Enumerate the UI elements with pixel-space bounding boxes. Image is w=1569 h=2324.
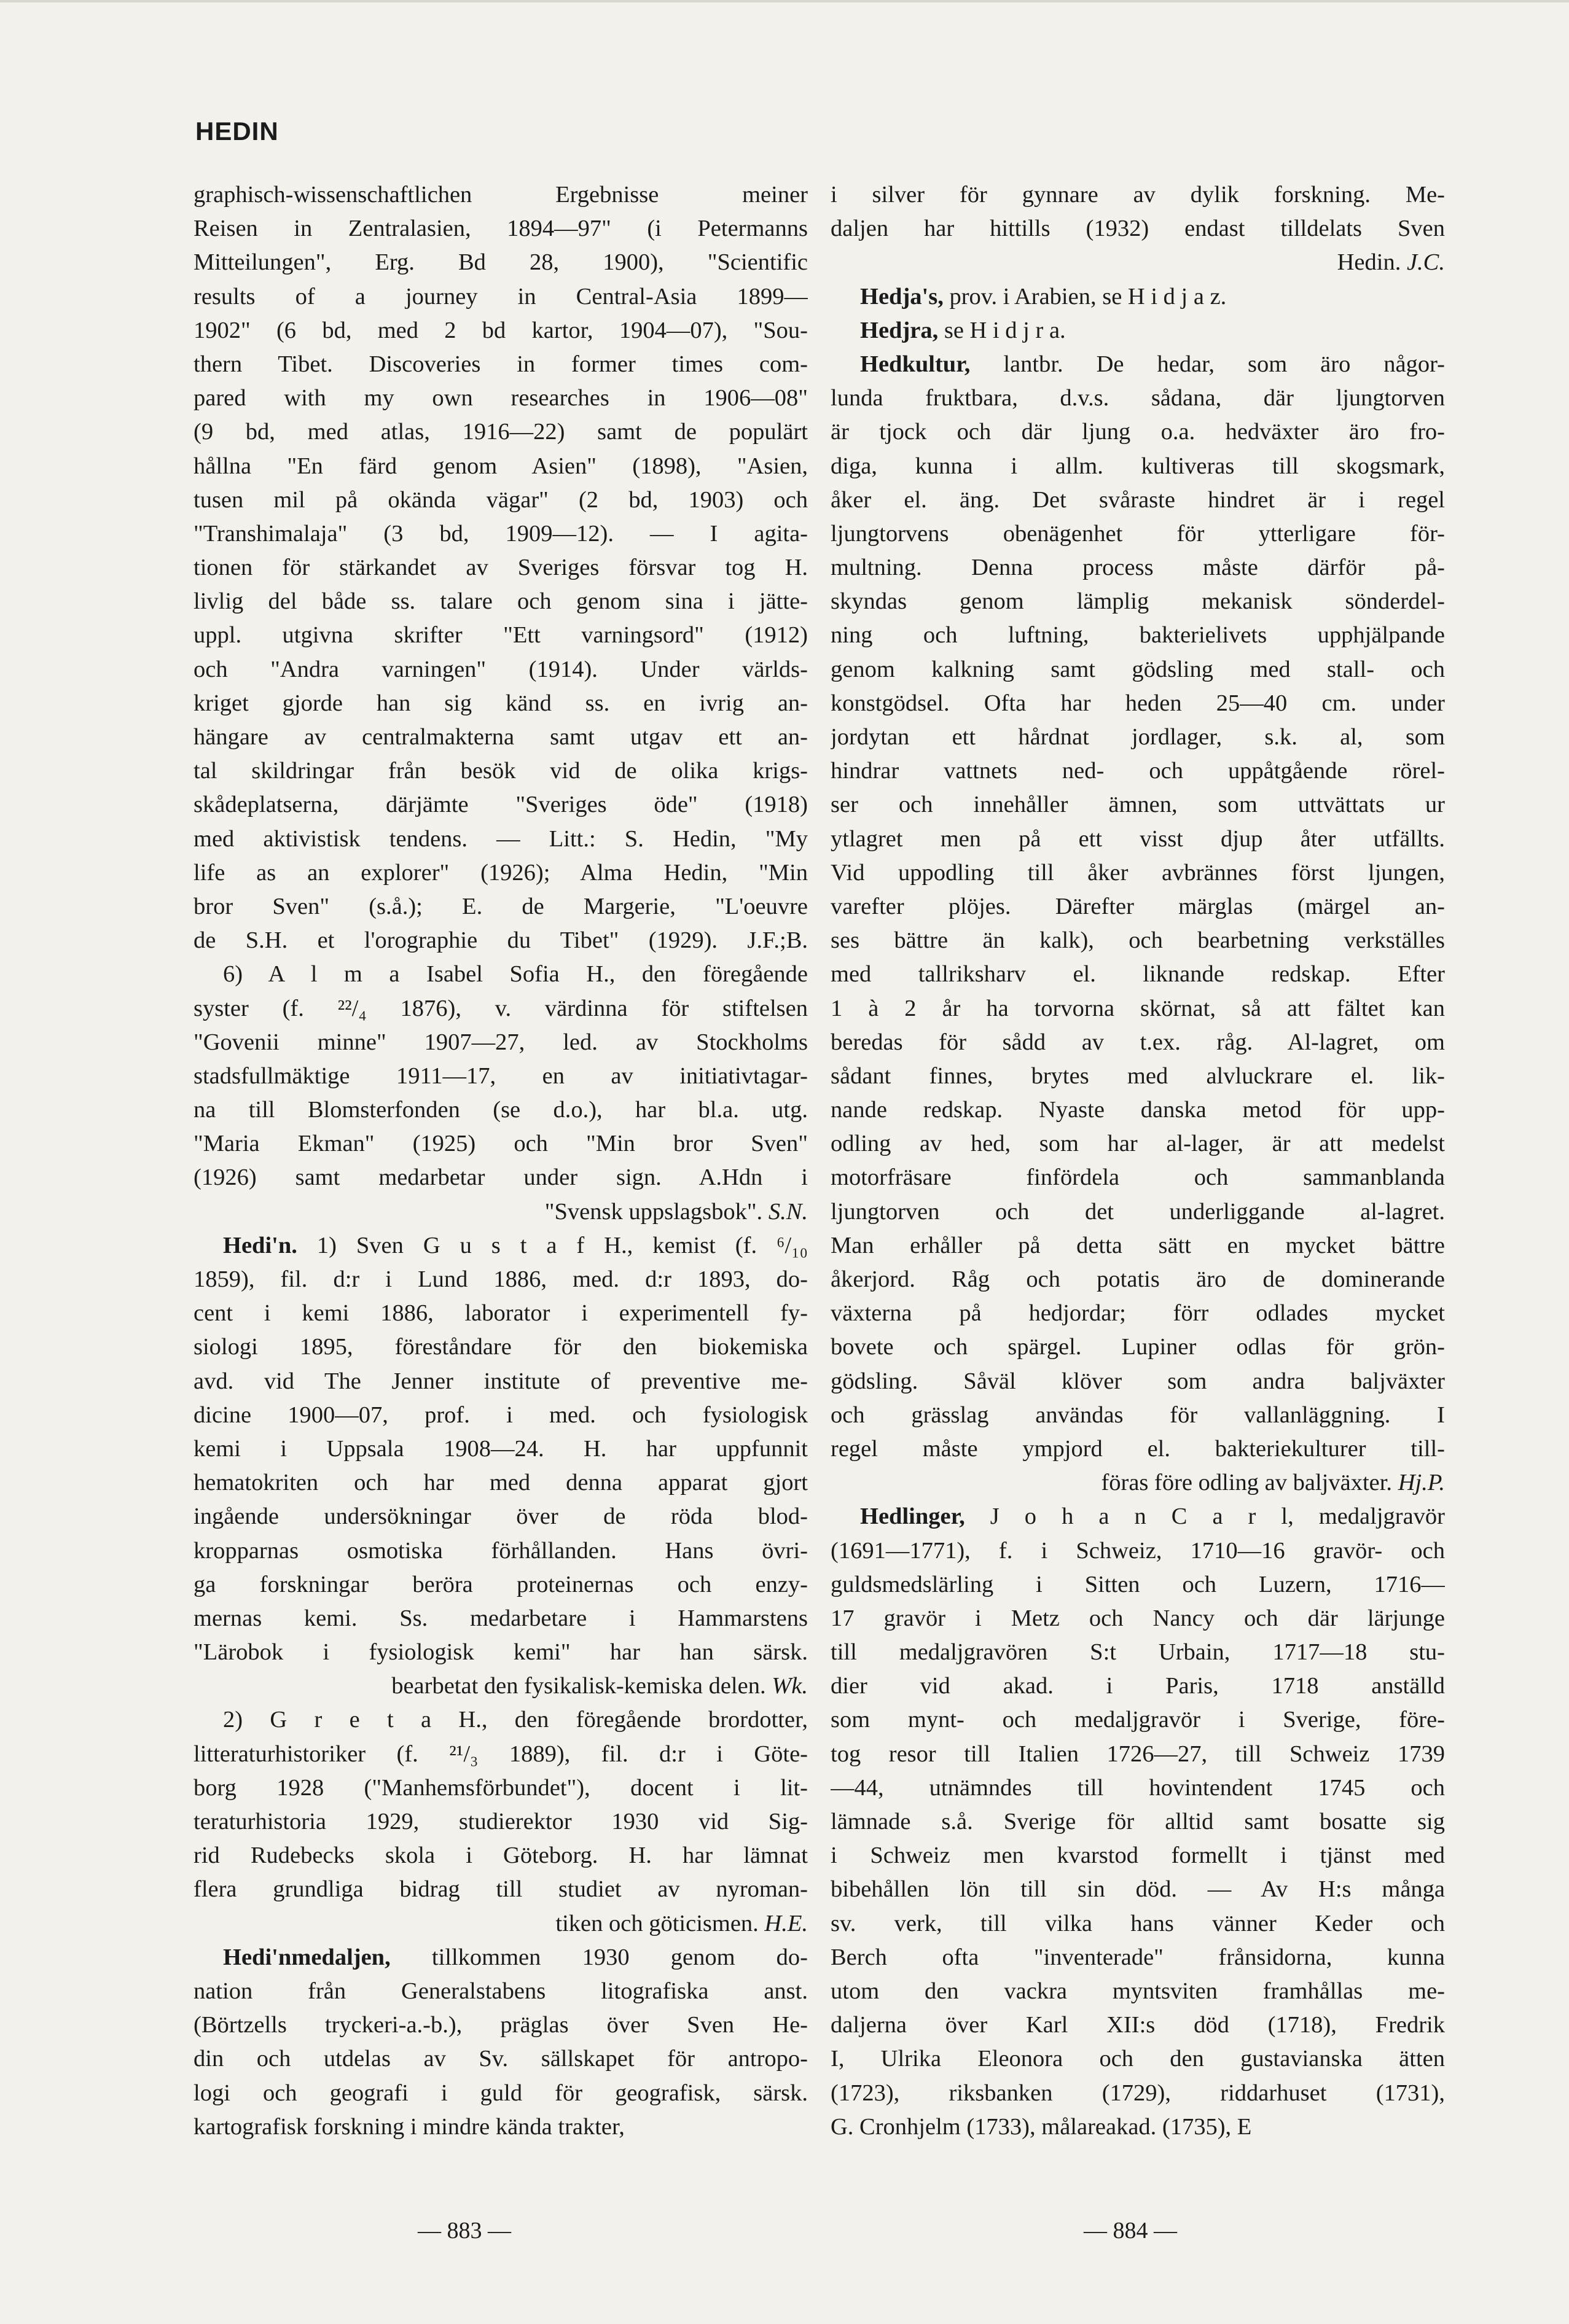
text-line: uppl. utgivna skrifter "Ett varningsord" (1912) — [194, 622, 808, 649]
author-signature: S.N. — [768, 1198, 808, 1225]
text-line: siologi 1895, föreståndare för den biokemiska — [194, 1334, 808, 1360]
text-line: jordytan ett hårdnat jordlager, s.k. al, som — [831, 724, 1445, 750]
text-line: lunda fruktbara, d.v.s. sådana, där ljungtorven — [831, 385, 1445, 411]
text-line: diga, kunna i allm. kultiveras till skogsmark, — [831, 453, 1445, 479]
text-line: Berch ofta "inventerade" frånsidorna, kunna — [831, 1944, 1445, 1970]
text-line: kemi i Uppsala 1908—24. H. har uppfunnit — [194, 1435, 808, 1462]
text-line: ljungtorven och det underliggande al-lagret. — [831, 1198, 1445, 1225]
text-line: rid Rudebecks skola i Göteborg. H. har lämnat — [194, 1842, 808, 1869]
text-line: kartografisk forskning i mindre kända trakter, — [194, 2113, 625, 2140]
text-line: Hedin. J.C. — [1337, 249, 1445, 276]
text-line: bror Sven" (s.å.); E. de Margerie, "L'oeuvre — [194, 893, 808, 919]
text-line: de S.H. et l'orographie du Tibet" (1929). J.F.;B. — [194, 927, 808, 954]
text-line: dier vid akad. i Paris, 1718 anställd — [831, 1673, 1445, 1699]
text-line: hindrar vattnets ned- och uppåtgående rörel- — [831, 758, 1445, 784]
page-number-right: — 884 — — [1084, 2218, 1177, 2244]
text-line: i silver för gynnare av dylik forskning. Me- — [831, 182, 1445, 208]
text-line: lämnade s.å. Sverige för alltid samt bosatte sig — [831, 1809, 1445, 1835]
text-line: daljerna över Karl XII:s död (1718), Fredrik — [831, 2012, 1445, 2038]
author-signature: Wk. — [772, 1673, 808, 1699]
text-line: "Svensk uppslagsbok". S.N. — [544, 1198, 808, 1225]
right-column — [831, 178, 1445, 2144]
text-line: thern Tibet. Discoveries in former times com- — [194, 351, 808, 377]
text-line: I, Ulrika Eleonora och den gustavianska ätten — [831, 2046, 1445, 2072]
text-line: sv. verk, till vilka hans vänner Keder och — [831, 1910, 1445, 1936]
text-line: ytlagret men på ett visst djup åter utfällts. — [831, 825, 1445, 852]
text-line: 6) A l m a Isabel Sofia H., den föregående — [223, 961, 808, 988]
text-line: daljen har hittills (1932) endast tilldelats Sven — [831, 216, 1445, 242]
text-line: Hedkultur, lantbr. De hedar, som äro någor- — [860, 351, 1445, 377]
text-line: utom den vackra myntsviten framhållas me- — [831, 1978, 1445, 2004]
text-line: ingående undersökningar över de röda blod- — [194, 1503, 808, 1530]
running-head: HEDIN — [195, 117, 279, 146]
left-column — [194, 178, 808, 2144]
text-line: kropparnas osmotiska förhållanden. Hans övri- — [194, 1537, 808, 1564]
text-line: sådant finnes, brytes med alvluckrare el. lik- — [831, 1063, 1445, 1089]
text-line: litteraturhistoriker (f. ²¹/₃ 1889), fil. d:r i Göte- — [194, 1741, 808, 1767]
text-line: logi och geografi i guld för geografisk, särsk. — [194, 2080, 808, 2106]
text-line: G. Cronhjelm (1733), målareakad. (1735), E — [831, 2113, 1252, 2140]
text-line: multning. Denna process måste därför på- — [831, 555, 1445, 581]
text-line: konstgödsel. Ofta har heden 25—40 cm. under — [831, 690, 1445, 716]
text-line: "Transhimalaja" (3 bd, 1909—12). — I agita- — [194, 520, 808, 547]
text-line: skådeplatserna, därjämte "Sveriges öde" (1918) — [194, 792, 808, 818]
text-line: med aktivistisk tendens. — Litt.: S. Hedin, "My — [194, 825, 808, 852]
text-line: pared with my own researches in 1906—08" — [194, 385, 808, 411]
text-line: Hedi'n. 1) Sven G u s t a f H., kemist (f. ⁶/₁₀ — [223, 1232, 808, 1258]
text-line: tusen mil på okända vägar" (2 bd, 1903) och — [194, 486, 808, 513]
text-line: 1 à 2 år ha torvorna skörnat, så att fältet kan — [831, 995, 1445, 1021]
text-line: växterna på hedjordar; förr odlades mycket — [831, 1300, 1445, 1327]
text-line: results of a journey in Central-Asia 1899— — [194, 283, 808, 310]
text-line: Vid uppodling till åker avbrännes först ljungen, — [831, 859, 1445, 886]
text-line: bearbetat den fysikalisk-kemiska delen. Wk. — [391, 1673, 808, 1699]
text-line: Man erhåller på detta sätt en mycket bättre — [831, 1232, 1445, 1258]
text-line: i Schweiz men kvarstod formellt i tjänst med — [831, 1842, 1445, 1869]
text-line: graphisch-wissenschaftlichen Ergebnisse meiner — [194, 182, 808, 208]
text-line: Mitteilungen", Erg. Bd 28, 1900), "Scientific — [194, 249, 808, 276]
text-line: kriget gjorde han sig känd ss. en ivrig an- — [194, 690, 808, 716]
text-line: Hedjra, se H i d j r a. — [860, 317, 1066, 343]
text-line: åker el. äng. Det svåraste hindret är i regel — [831, 486, 1445, 513]
text-line: till medaljgravören S:t Urbain, 1717—18 stu- — [831, 1639, 1445, 1666]
text-line: life as an explorer" (1926); Alma Hedin, "Min — [194, 859, 808, 886]
text-line: "Govenii minne" 1907—27, led. av Stockholms — [194, 1029, 808, 1055]
text-line: din och utdelas av Sv. sällskapet för antropo- — [194, 2046, 808, 2072]
text-line: stadsfullmäktige 1911—17, en av initiativtagar- — [194, 1063, 808, 1089]
text-line: ning och luftning, bakterielivets upphjälpande — [831, 622, 1445, 649]
text-line: motorfräsare finfördela och sammanblanda — [831, 1164, 1445, 1191]
text-line: ljungtorvens obenägenhet för ytterligare för- — [831, 520, 1445, 547]
text-line: (Börtzells tryckeri-a.-b.), präglas över Sven He- — [194, 2012, 808, 2038]
text-line: och "Andra varningen" (1914). Under världs- — [194, 656, 808, 682]
text-line: och grässlag användas för vallanläggning. I — [831, 1402, 1445, 1428]
text-line: syster (f. ²²/₄ 1876), v. värdinna för stiftelsen — [194, 995, 808, 1021]
text-line: regel måste ympjord el. bakteriekulturer till- — [831, 1435, 1445, 1462]
text-line: ga forskningar beröra proteinernas och enzy- — [194, 1571, 808, 1597]
text-line: som mynt- och medaljgravör i Sverige, före- — [831, 1707, 1445, 1733]
text-line: varefter plöjes. Därefter märglas (märgel an- — [831, 893, 1445, 919]
text-line: genom kalkning samt gödsling med stall- och — [831, 656, 1445, 682]
text-line: teraturhistoria 1929, studierektor 1930 vid Sig- — [194, 1809, 808, 1835]
text-line: tiken och göticismen. H.E. — [555, 1910, 808, 1936]
text-line: beredas för sådd av t.ex. råg. Al-lagret, om — [831, 1029, 1445, 1055]
author-signature: H.E. — [764, 1910, 808, 1936]
text-line: "Maria Ekman" (1925) och "Min bror Sven" — [194, 1131, 808, 1157]
text-line: hematokriten och har med denna apparat gjort — [194, 1470, 808, 1496]
text-line: 17 gravör i Metz och Nancy och där lärjunge — [831, 1605, 1445, 1631]
text-line: cent i kemi 1886, laborator i experimentell fy- — [194, 1300, 808, 1327]
text-line: dicine 1900—07, prof. i med. och fysiologisk — [194, 1402, 808, 1428]
text-line: borg 1928 ("Manhemsförbundet"), docent i lit- — [194, 1774, 808, 1801]
text-line: —44, utnämndes till hovintendent 1745 och — [831, 1774, 1445, 1801]
text-line: gödsling. Såväl klöver som andra baljväxter — [831, 1368, 1445, 1394]
text-line: guldsmedslärling i Sitten och Luzern, 1716— — [831, 1571, 1445, 1597]
text-line: Hedja's, prov. i Arabien, se H i d j a z. — [860, 283, 1227, 310]
text-line: tal skildringar från besök vid de olika krigs- — [194, 758, 808, 784]
text-line: (1926) samt medarbetar under sign. A.Hdn i — [194, 1164, 808, 1191]
text-line: mernas kemi. Ss. medarbetare i Hammarstens — [194, 1605, 808, 1631]
text-line: skyndas genom lämplig mekanisk sönderdel- — [831, 588, 1445, 615]
text-line: ser och innehåller ämnen, som uttvättats ur — [831, 792, 1445, 818]
text-line: na till Blomsterfonden (se d.o.), har bl.a. utg. — [194, 1097, 808, 1123]
text-line: bovete och spärgel. Lupiner odlas för grön- — [831, 1334, 1445, 1360]
text-line: Hedi'nmedaljen, tillkommen 1930 genom do- — [223, 1944, 808, 1970]
text-line: är tjock och där ljung o.a. hedväxter äro fro- — [831, 419, 1445, 445]
text-line: (1691—1771), f. i Schweiz, 1710—16 gravör- och — [831, 1537, 1445, 1564]
text-line: livlig del både ss. talare och genom sina i jätte- — [194, 588, 808, 615]
text-line: (1723), riksbanken (1729), riddarhuset (1731), — [831, 2080, 1445, 2106]
text-line: Hedlinger, J o h a n C a r l, medaljgravör — [860, 1503, 1445, 1530]
text-line: avd. vid The Jenner institute of preventive me- — [194, 1368, 808, 1394]
author-signature: J.C. — [1406, 249, 1445, 276]
text-line: 1902" (6 bd, med 2 bd kartor, 1904—07), "Sou- — [194, 317, 808, 343]
text-line: föras före odling av baljväxter. Hj.P. — [1101, 1470, 1445, 1496]
text-line: hållna "En färd genom Asien" (1898), "Asien, — [194, 453, 808, 479]
text-line: nande redskap. Nyaste danska metod för upp- — [831, 1097, 1445, 1123]
text-line: "Lärobok i fysiologisk kemi" har han särsk. — [194, 1639, 808, 1666]
text-line: hängare av centralmakterna samt utgav ett an- — [194, 724, 808, 750]
text-line: åkerjord. Råg och potatis äro de dominerande — [831, 1266, 1445, 1292]
text-line: 2) G r e t a H., den föregående brordotter, — [223, 1707, 808, 1733]
text-line: odling av hed, som har al-lager, är att medelst — [831, 1131, 1445, 1157]
text-line: tog resor till Italien 1726—27, till Schweiz 1739 — [831, 1741, 1445, 1767]
text-line: nation från Generalstabens litografiska anst. — [194, 1978, 808, 2004]
page-number-left: — 883 — — [418, 2218, 511, 2244]
text-line: 1859), fil. d:r i Lund 1886, med. d:r 1893, do- — [194, 1266, 808, 1292]
text-line: bibehållen lön till sin död. — Av H:s många — [831, 1876, 1445, 1903]
text-line: (9 bd, med atlas, 1916—22) samt de populärt — [194, 419, 808, 445]
text-line: flera grundliga bidrag till studiet av nyroman- — [194, 1876, 808, 1903]
author-signature: Hj.P. — [1398, 1470, 1445, 1496]
text-line: med tallriksharv el. liknande redskap. Efter — [831, 961, 1445, 988]
text-line: ses bättre än kalk), och bearbetning verkställes — [831, 927, 1445, 954]
text-line: tionen för stärkandet av Sveriges försvar tog H. — [194, 555, 808, 581]
text-line: Reisen in Zentralasien, 1894—97" (i Petermanns — [194, 216, 808, 242]
